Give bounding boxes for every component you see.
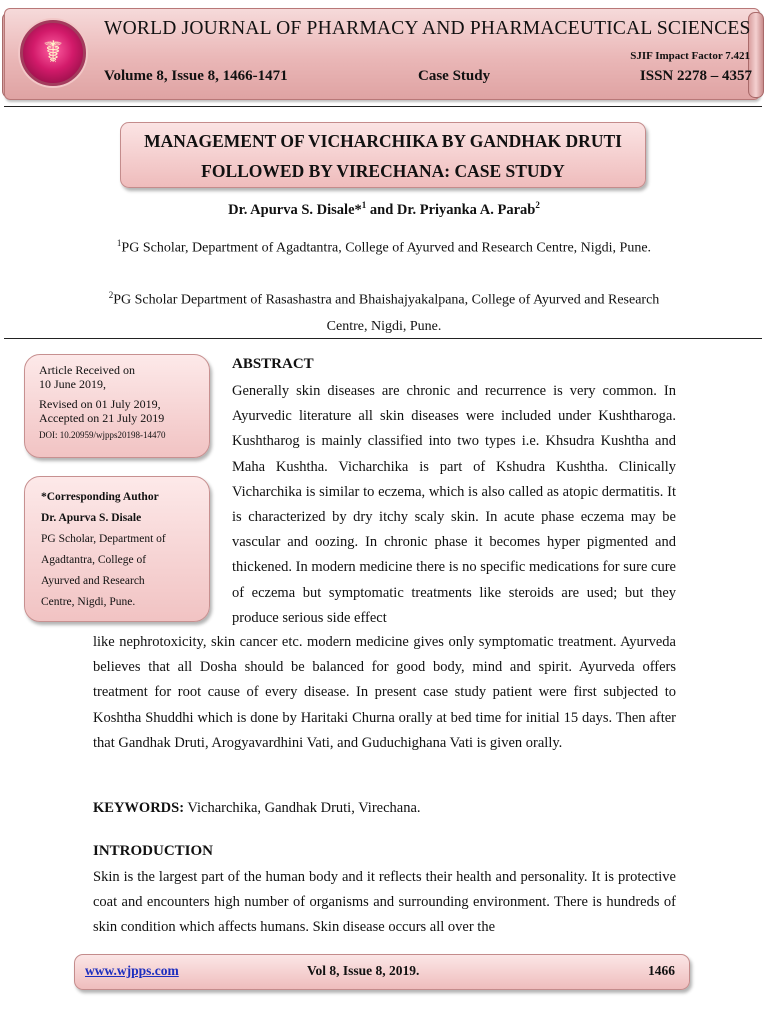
- corresponding-line-1: PG Scholar, Department of: [41, 533, 166, 545]
- article-title-box: [120, 122, 646, 188]
- abstract-text-part-1: Generally skin diseases are chronic and recurrence is very common. In Ayurvedic literature all skin diseases were included under Kushtharoga. Kushtharog is mainly classified into two types i.e. Khsudra Kushtha and Maha Kushtha. Vicharchika is part of Kshudra Kushtha. Clinically Vicharchika is similar to eczema, which is also called as atopic dermatitis. It is characterized by dry itchy scaly skin. In acute phase eczema may be vascular and oozing. In chronic phase it becomes hyper pigmented and thickened. In modern medicine there is no specific medications for sure cure of eczema but symptomatic treatments like steroids are used; but they produce serious side effect: [232, 383, 676, 626]
- keywords-label: KEYWORDS:: [93, 800, 185, 816]
- author-1-sup: 1: [361, 200, 367, 210]
- corresponding-line-2: Agadtantra, College of: [41, 554, 147, 566]
- footer-volume: Vol 8, Issue 8, 2019.: [307, 963, 420, 978]
- corresponding-line-3: Ayurved and Research: [41, 575, 145, 587]
- journal-title: WORLD JOURNAL OF PHARMACY AND PHARMACEUTICAL SCIENCES: [104, 18, 751, 39]
- impact-factor: SJIF Impact Factor 7.421: [630, 50, 750, 62]
- abstract-text-part-2: like nephrotoxicity, skin cancer etc. modern medicine gives only symptomatic treatment. Ayurveda believes that all Dosha should be balanced for good body, mind and spirit. Ayurveda offers treatment for root cause of every disease. In present case study patient were first subjected to Koshtha Shuddhi which is done by Haritaki Churna orally at bed time for initial 15 days. Then after that Gandhak Druti, Arogyavardhini Vati, and Guduchighana Vati is given orally.: [93, 634, 676, 751]
- doi: DOI: 10.20959/wjpps20198-14470: [39, 430, 166, 440]
- affiliation-1-text: PG Scholar, Department of Agadtantra, College of Ayurved and Research Centre, Nigdi, Pune.: [121, 240, 652, 256]
- article-type: Case Study: [418, 68, 491, 84]
- affiliation-1-sup: 1: [116, 238, 122, 248]
- author-2-sup: 2: [535, 200, 540, 210]
- article-title-line-2: FOLLOWED BY VIRECHANA: CASE STUDY: [201, 161, 565, 181]
- article-info-box: [24, 354, 210, 458]
- author-1: Dr. Apurva S. Disale*: [228, 201, 362, 218]
- keywords-text: Vicharchika, Gandhak Druti, Virechana.: [184, 800, 421, 816]
- affiliation-1: [92, 230, 676, 262]
- received-label: Article Received on: [39, 363, 135, 377]
- journal-logo-icon: ☤: [20, 20, 86, 86]
- affiliation-2-sup: 2: [108, 290, 114, 300]
- introduction-heading: INTRODUCTION: [93, 843, 214, 859]
- corresponding-name: Dr. Apurva S. Disale: [41, 512, 142, 524]
- accepted-date: Accepted on 21 July 2019: [39, 411, 165, 425]
- corresponding-label: *Corresponding Author: [41, 491, 159, 503]
- author-connector: and: [366, 201, 397, 218]
- abstract-heading: ABSTRACT: [232, 356, 314, 372]
- author-list: [0, 200, 768, 219]
- journal-website-link[interactable]: www.wjpps.com: [85, 963, 179, 978]
- issn: ISSN 2278 – 4357: [639, 68, 752, 84]
- corresponding-author-box: [24, 476, 210, 622]
- affiliation-2: [92, 282, 676, 340]
- volume-info: Volume 8, Issue 8, 1466-1471: [104, 68, 288, 84]
- author-2: Dr. Priyanka A. Parab: [396, 201, 536, 218]
- corresponding-line-4: Centre, Nigdi, Pune.: [41, 596, 136, 608]
- header-divider: [4, 106, 762, 107]
- affiliation-divider: [4, 338, 762, 339]
- page-footer: [74, 954, 690, 990]
- article-title-line-1: MANAGEMENT OF VICHARCHIKA BY GANDHAK DRUTI: [144, 131, 622, 151]
- received-date: 10 June 2019,: [39, 377, 106, 391]
- revised-date: Revised on 01 July 2019,: [39, 397, 161, 411]
- page-number: 1466: [648, 963, 675, 978]
- keywords: [93, 800, 421, 817]
- affiliation-2-text: PG Scholar Department of Rasashastra and Bhaishajyakalpana, College of Ayurved and Research Centre, Nigdi, Pune.: [113, 292, 660, 334]
- introduction-text: Skin is the largest part of the human body and it reflects their health and personality. It is protective coat and encounters high number of organisms and surrounding environment. There is hundreds of skin condition which affects humans. Skin disease occurs all over the: [93, 869, 676, 936]
